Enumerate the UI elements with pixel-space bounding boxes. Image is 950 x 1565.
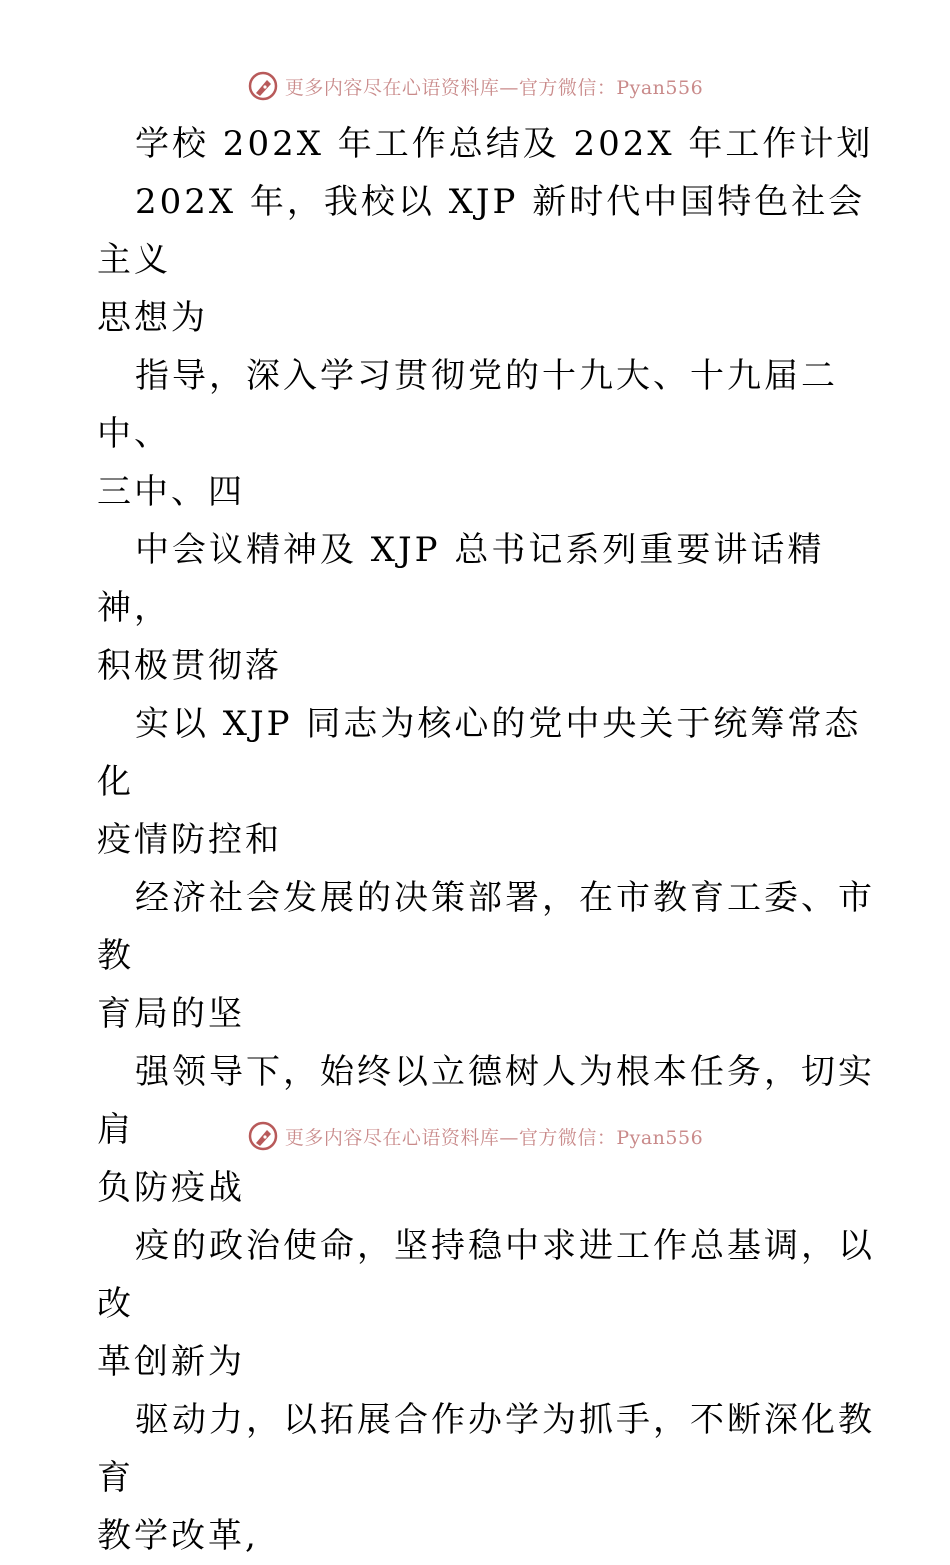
document-line: 教学改革, (97, 1516, 259, 1556)
document-line: 疫的政治使命，坚持稳中求进工作总基调，以改 (97, 1226, 875, 1324)
document-line: 疫情防控和 (97, 820, 282, 860)
document-line: 202X 年，我校以 XJP 新时代中国特色社会主义 (97, 182, 866, 280)
document-body (97, 115, 877, 1565)
banner-text: 更多内容尽在心语资料库—官方微信：Pyan556 (284, 76, 704, 99)
document-line: 思想为 (97, 298, 208, 338)
document-line: 学校 202X 年工作总结及 202X 年工作计划 (135, 124, 874, 164)
page-header-banner (0, 70, 950, 102)
document-line: 驱动力，以拓展合作办学为抓手，不断深化教育 (97, 1400, 875, 1498)
pen-nib-logo-icon (247, 70, 279, 102)
page-footer-banner (0, 1120, 950, 1152)
document-line: 革创新为 (97, 1342, 245, 1382)
document-line: 经济社会发展的决策部署，在市教育工委、市教 (97, 878, 875, 976)
document-line: 三中、四 (97, 472, 245, 512)
document-line: 强领导下，始终以立德树人为根本任务，切实肩 (97, 1052, 875, 1150)
document-line: 指导，深入学习贯彻党的十九大、十九届二中、 (97, 356, 838, 454)
banner-text: 更多内容尽在心语资料库—官方微信：Pyan556 (284, 1126, 704, 1149)
document-line: 负防疫战 (97, 1168, 245, 1208)
document-line: 实以 XJP 同志为核心的党中央关于统筹常态化 (97, 704, 862, 802)
document-line: 积极贯彻落 (97, 646, 282, 686)
document-line: 中会议精神及 XJP 总书记系列重要讲话精神， (97, 530, 825, 628)
document-line: 育局的坚 (97, 994, 245, 1034)
pen-nib-logo-icon (247, 1120, 279, 1152)
